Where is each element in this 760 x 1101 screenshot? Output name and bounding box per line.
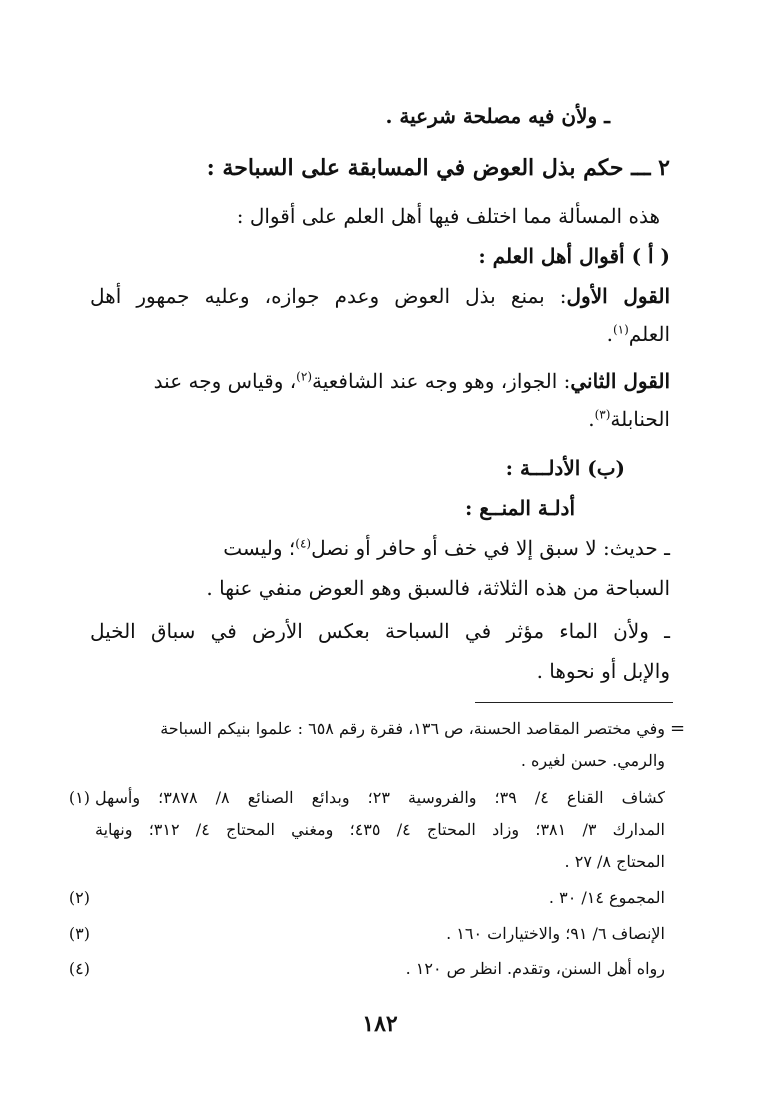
hadith-line bbox=[90, 532, 670, 564]
water-end-line: والإبل أو نحوها . bbox=[536, 659, 670, 683]
body-line-1: ـ ولأن فيه مصلحة شرعية . bbox=[385, 104, 610, 128]
view-1-line bbox=[90, 280, 670, 312]
view-1-text: : بمنع بذل العوض وعدم جوازه، وعليه جمهور أهل bbox=[90, 284, 567, 308]
water-line: ـ ولأن الماء مؤثر في السباحة بعكس الأرض في سباق الخيل bbox=[90, 619, 670, 643]
footnote-divider bbox=[475, 702, 673, 703]
hadith-text-b: ؛ وليست bbox=[223, 536, 296, 560]
footnote-4: رواه أهل السنن، وتقدم. انظر ص ١٢٠ . bbox=[405, 959, 665, 978]
period: . bbox=[606, 322, 613, 346]
footnote-1-line-a: كشاف القناع ٤/ ٣٩؛ والفروسية ٢٣؛ وبدائع الصنائع ٨/ ٣٨٧٨؛ وأسهل bbox=[95, 788, 665, 807]
view-2-end: الحنابلة bbox=[610, 407, 670, 431]
footnote-ref-3: (٣) bbox=[594, 407, 611, 422]
footnote-1-number: (١) bbox=[68, 788, 90, 807]
subheading-evidence: (ب) الأدلـــة : bbox=[505, 456, 625, 480]
subheading-prohibition-evidence: أدلـة المنــع : bbox=[464, 496, 575, 520]
view-2-end-line bbox=[588, 403, 670, 435]
view-2-text-b: ، وقياس وجه عند bbox=[153, 369, 297, 393]
view-2-label: القول الثاني bbox=[570, 369, 670, 393]
footnote-2-number: (٢) bbox=[68, 888, 90, 907]
footnote-ref-1: (١) bbox=[612, 322, 629, 337]
footnote-ref-4: (٤) bbox=[295, 536, 312, 551]
view-1-end-line bbox=[607, 318, 670, 350]
subheading-views: ( أ ) أقوال أهل العلم : bbox=[478, 244, 670, 268]
footnote-continuation-b: والرمي. حسن لغيره . bbox=[520, 751, 665, 770]
footnote-3: الإنصاف ٦/ ٩١؛ والاختيارات ١٦٠ . bbox=[446, 924, 665, 943]
footnote-continuation-a: وفي مختصر المقاصد الحسنة، ص ١٣٦، فقرة رقم ٦٥٨ : علموا بنيكم السباحة bbox=[160, 719, 665, 738]
view-1-end: العلم bbox=[628, 322, 670, 346]
footnote-4-number: (٤) bbox=[68, 959, 90, 978]
footnote-continuation-marker: = bbox=[670, 718, 686, 739]
body-line-intro: هذه المسألة مما اختلف فيها أهل العلم على أقوال : bbox=[236, 204, 660, 228]
footnote-2: المجموع ١٤/ ٣٠ . bbox=[548, 888, 665, 907]
view-1-label: القول الأول bbox=[566, 284, 670, 308]
period: . bbox=[588, 407, 595, 431]
hadith-text-a: ـ حديث: لا سبق إلا في خف أو حافر أو نصل bbox=[311, 536, 670, 560]
footnote-ref-2: (٢) bbox=[296, 369, 312, 384]
hadith-end-line: السباحة من هذه الثلاثة، فالسبق وهو العوض منفي عنها . bbox=[206, 576, 670, 600]
footnote-1-line-c: المحتاج ٨/ ٢٧ . bbox=[564, 852, 665, 871]
view-2-text-a: : الجواز، وهو وجه عند الشافعية bbox=[312, 369, 571, 393]
page-number: ١٨٢ bbox=[362, 1011, 398, 1037]
view-2-line bbox=[90, 365, 670, 397]
footnote-3-number: (٣) bbox=[68, 924, 90, 943]
section-heading: ٢ ـــ حكم بذل العوض في المسابقة على السباحة : bbox=[206, 155, 670, 181]
footnote-1-line-b: المدارك ٣/ ٣٨١؛ وزاد المحتاج ٤/ ٤٣٥؛ ومغني المحتاج ٤/ ٣١٢؛ ونهاية bbox=[95, 820, 665, 839]
